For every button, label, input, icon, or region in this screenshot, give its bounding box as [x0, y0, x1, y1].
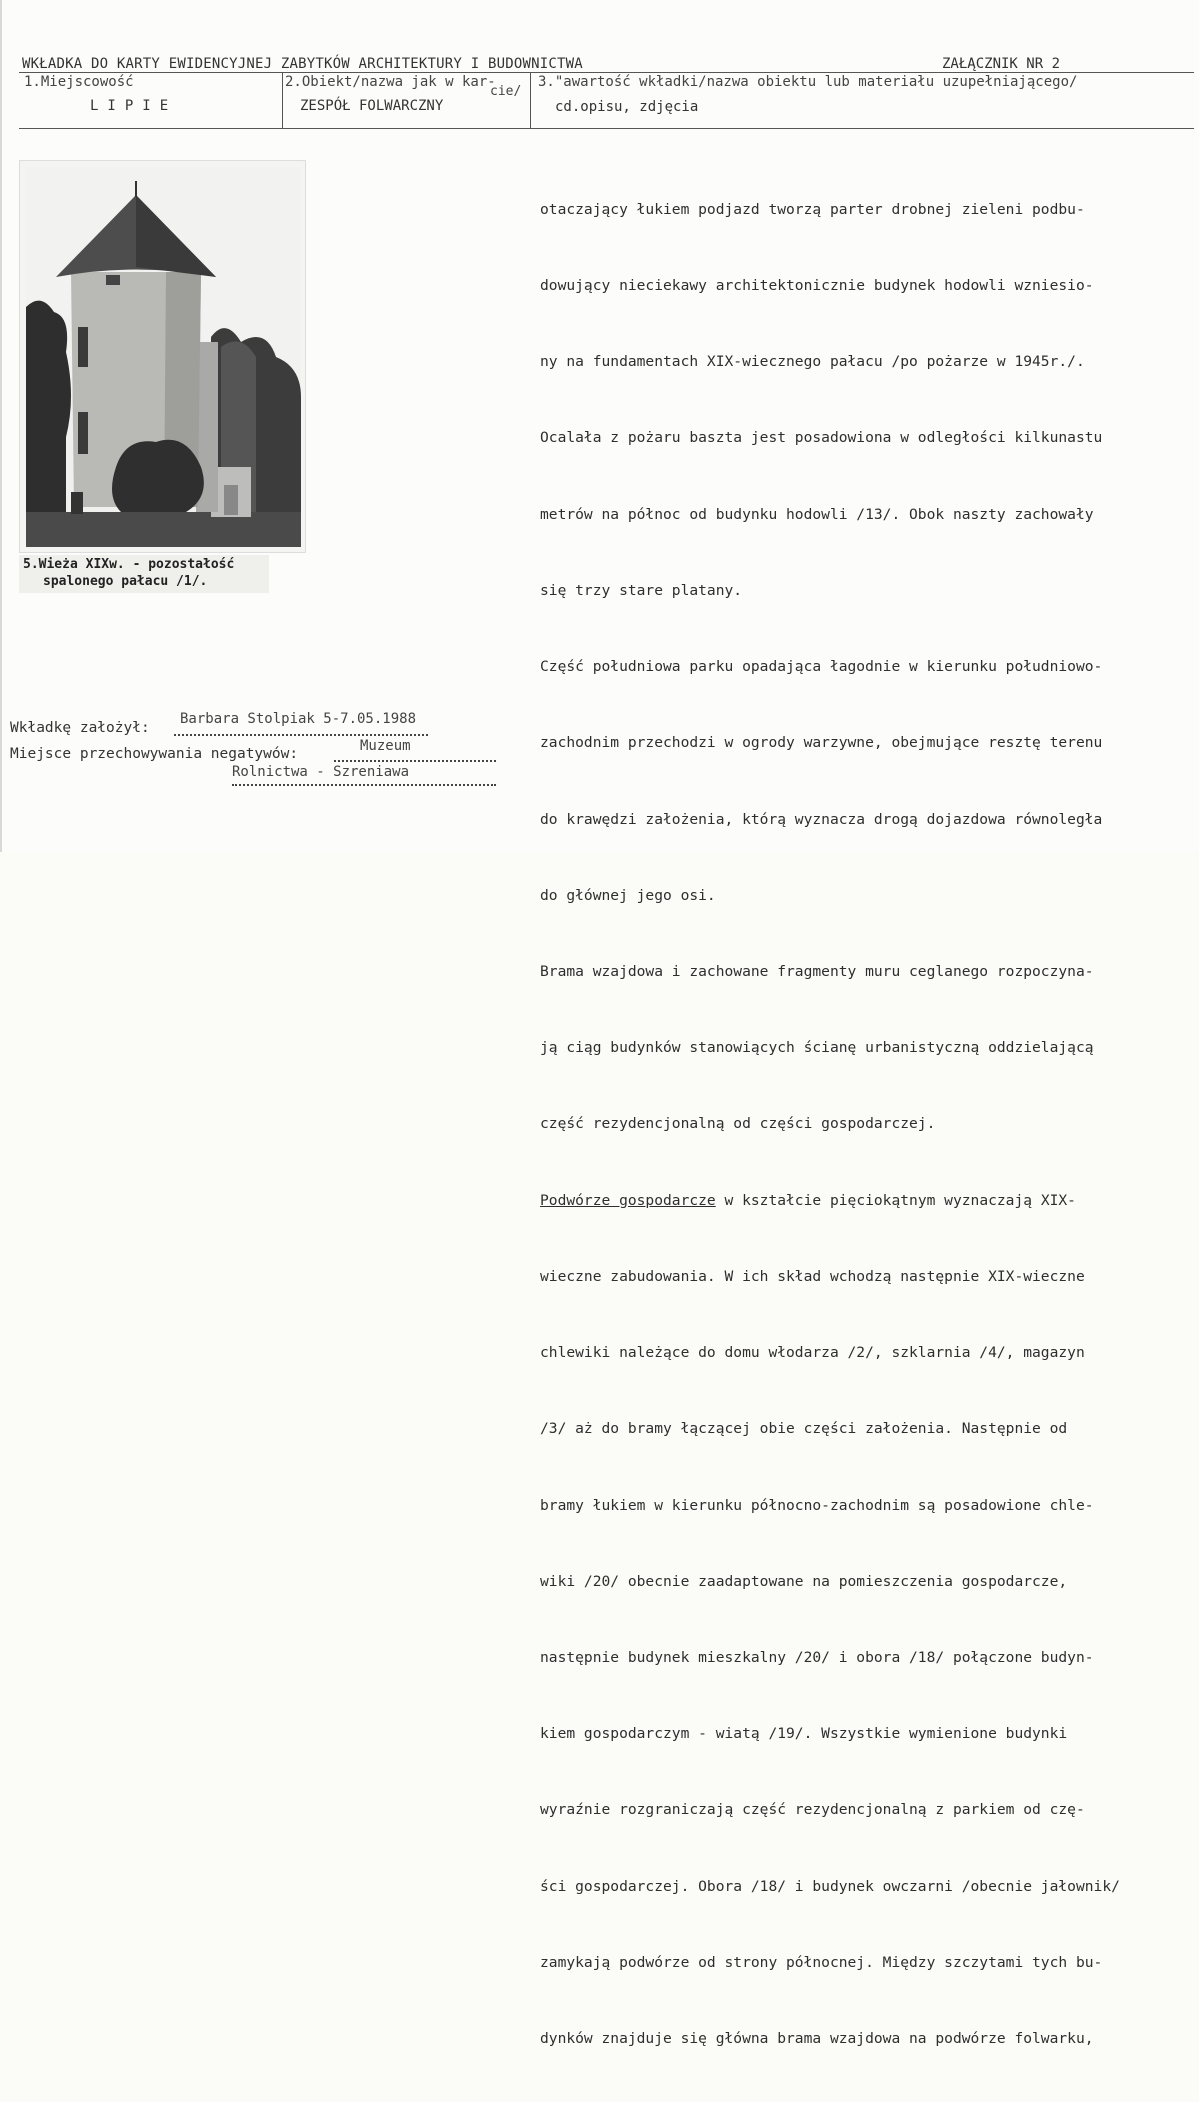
- text-line: /3/ aż do bramy łączącej obie części założenia. Następnie od: [540, 1420, 1068, 1438]
- photo-caption: [19, 555, 269, 593]
- content-value: cd.opisu, zdjęcia: [555, 99, 699, 115]
- text-line: Brama wzajdowa i zachowane fragmenty muru ceglanego rozpoczyna-: [540, 963, 1094, 980]
- object-label-cont: cie/: [490, 84, 522, 99]
- storage-value-2: Rolnictwa - Szreniawa: [232, 764, 410, 780]
- card-title: WKŁADKA DO KARTY EWIDENCYJNEJ ZABYTKÓW ARCHITEKTURY I BUDOWNICTWA: [22, 56, 583, 72]
- text-line: wieczne zabudowania. W ich skład wchodzą następnie XIX-wieczne: [540, 1267, 1085, 1285]
- header-bottom-rule: [19, 128, 1194, 129]
- text-line: ją ciąg budynków stanowiących ścianę urbanistyczną oddzielającą: [540, 1039, 1094, 1057]
- text-line: się trzy stare platany.: [540, 581, 743, 599]
- section-line: [540, 1188, 1180, 1213]
- text-line: do krawędzi założenia, którą wyznacza drogą dojazdowa równoległa: [540, 810, 1103, 828]
- founded-value: Barbara Stolpiak 5-7.05.1988: [180, 711, 417, 727]
- text-line: wiki /20/ obecnie zaadaptowane na pomieszczenia gospodarcze,: [540, 1572, 1068, 1590]
- place-value: LIPIE: [90, 98, 178, 114]
- object-value: ZESPÓŁ FOLWARCZNY: [300, 98, 444, 114]
- text-line: Ocalała z pożaru baszta jest posadowiona w odległości kilkunastu: [540, 429, 1103, 447]
- text-line: chlewiki należące do domu włodarza /2/, szklarnia /4/, magazyn: [540, 1344, 1085, 1362]
- text-line: otaczający łukiem podjazd tworzą parter drobnej zieleni podbu-: [540, 200, 1085, 218]
- founded-label: Wkładkę założył:: [10, 720, 150, 736]
- text-line: następnie budynek mieszkalny /20/ i obora /18/ połączone budyn-: [540, 1648, 1094, 1666]
- description-text: [540, 146, 1180, 2102]
- text-line: ny na fundamentach XIX-wiecznego pałacu /po pożarze w 1945r./.: [540, 353, 1085, 371]
- storage-dotted-line-2: [232, 784, 496, 786]
- header-divider-2: [530, 72, 531, 129]
- text-line: dynków znajduje się główna brama wzajdowa na podwórze folwarku,: [540, 2030, 1094, 2048]
- text-line: do głównej jego osi.: [540, 886, 716, 904]
- place-label: 1.Miejscowość: [24, 74, 134, 90]
- text-line: Część południowa parku opadająca łagodnie w kierunku południowo-: [540, 658, 1103, 676]
- text-line: ści gospodarczej. Obora /18/ i budynek owczarni /obecnie jałownik/: [540, 1877, 1120, 1895]
- storage-value-1: Muzeum: [360, 738, 411, 754]
- storage-dotted-line-1: [334, 760, 496, 762]
- text-line: zamykają podwórze od strony północnej. Między szczytami tych bu-: [540, 1953, 1103, 1971]
- section-heading: Podwórze gospodarcze: [540, 1191, 716, 1209]
- founded-dotted-line: [174, 734, 428, 736]
- text-line: zachodnim przechodzi w ogrody warzywne, obejmujące resztę terenu: [540, 734, 1103, 752]
- text-line: kiem gospodarczym - wiatą /19/. Wszystkie wymienione budynki: [540, 1725, 1068, 1743]
- annex-number: ZAŁĄCZNIK NR 2: [942, 56, 1061, 72]
- content-label: 3."awartość wkładki/nazwa obiektu lub materiału uzupełniającego/: [538, 74, 1078, 90]
- caption-line-2: spalonego pałacu /1/.: [43, 574, 208, 589]
- object-label: 2.Obiekt/nazwa jak w kar-: [285, 74, 496, 90]
- text-line: bramy łukiem w kierunku północno-zachodnim są posadowione chle-: [540, 1496, 1094, 1514]
- text-line: dowujący nieciekawy architektonicznie budynek hodowli wzniesio-: [540, 277, 1094, 295]
- caption-line-1: 5.Wieża XIXw. - pozostałość: [23, 557, 235, 572]
- section-line-rest: w kształcie pięciokątnym wyznaczają XIX-: [715, 1191, 1076, 1209]
- storage-label: Miejsce przechowywania negatywów:: [10, 746, 299, 762]
- text-line: wyraźnie rozgraniczają część rezydencjonalną z parkiem od czę-: [540, 1801, 1085, 1819]
- header-divider-1: [282, 72, 283, 129]
- tower-photo-image: [26, 167, 301, 547]
- tower-photo: [19, 160, 306, 553]
- text-line: część rezydencjonalną od części gospodarczej.: [540, 1115, 936, 1133]
- text-line: metrów na północ od budynku hodowli /13/. Obok naszty zachowały: [540, 505, 1094, 523]
- header-top-rule: [19, 72, 1194, 73]
